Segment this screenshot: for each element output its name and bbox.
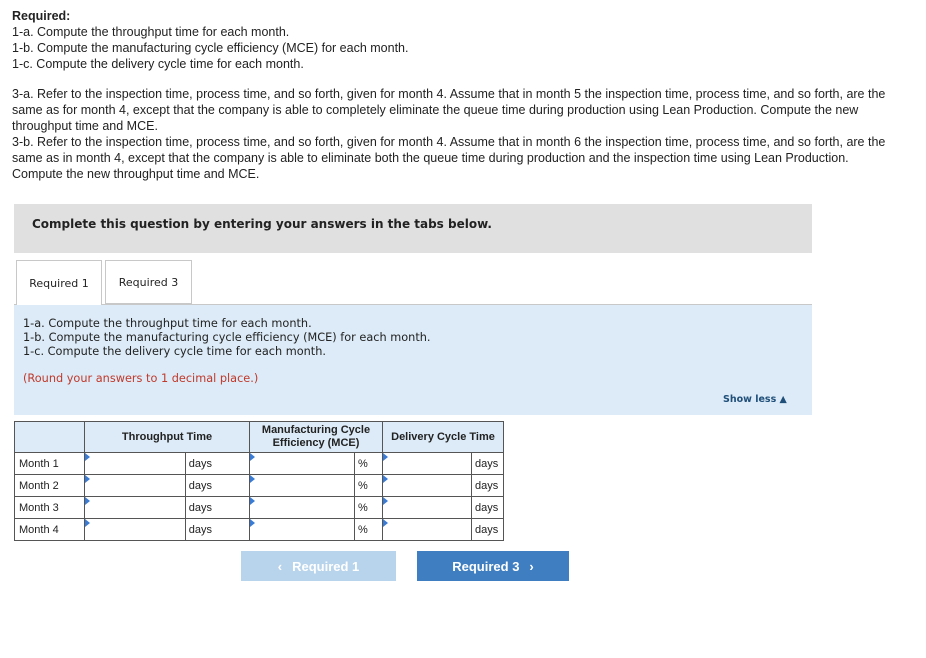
header-mce: Manufacturing Cycle Efficiency (MCE): [250, 422, 383, 453]
throughput-time-input: [85, 497, 186, 519]
next-tab-label: Required 3: [452, 558, 520, 574]
delivery-unit: days: [472, 475, 504, 497]
delivery-cycle-time-input-field[interactable]: [383, 476, 471, 495]
throughput-unit: days: [185, 497, 249, 519]
input-marker-icon: [250, 497, 255, 505]
header-delivery-cycle-time: Delivery Cycle Time: [383, 422, 504, 453]
mce-input: [250, 475, 355, 497]
tab-required-1-label: Required 1: [29, 276, 89, 290]
chevron-right-icon: ›: [529, 558, 534, 574]
show-less-link[interactable]: Show less ▲: [723, 394, 787, 405]
delivery-cycle-time-input: [383, 475, 472, 497]
input-marker-icon: [85, 519, 90, 527]
round-note: (Round your answers to 1 decimal place.): [23, 372, 259, 385]
delivery-unit: days: [472, 453, 504, 475]
panel-instructions: [23, 317, 431, 359]
input-marker-icon: [85, 497, 90, 505]
throughput-time-input-field[interactable]: [85, 454, 185, 473]
mce-input-field[interactable]: [250, 476, 354, 495]
mce-input: [250, 519, 355, 541]
mce-unit: %: [355, 497, 383, 519]
delivery-cycle-time-input-field[interactable]: [383, 520, 471, 539]
tab-required-3[interactable]: [105, 260, 192, 304]
input-marker-icon: [85, 453, 90, 461]
throughput-unit: days: [185, 453, 249, 475]
throughput-time-input: [85, 475, 186, 497]
throughput-time-input: [85, 453, 186, 475]
delivery-unit: days: [472, 519, 504, 541]
header-blank: [15, 422, 85, 453]
mce-unit: %: [355, 519, 383, 541]
required-item-1b: 1-b. Compute the manufacturing cycle efficiency (MCE) for each month.: [12, 41, 409, 55]
required-item-1a: 1-a. Compute the throughput time for each month.: [12, 25, 290, 39]
banner-text: Complete this question by entering your answers in the tabs below.: [32, 217, 492, 231]
table-header-row: [15, 422, 504, 453]
mce-input: [250, 453, 355, 475]
mce-unit: %: [355, 475, 383, 497]
month-label: Month 2: [15, 475, 85, 497]
throughput-time-input-field[interactable]: [85, 498, 185, 517]
table-row: [15, 497, 504, 519]
input-marker-icon: [383, 497, 388, 505]
panel-line-1a: 1-a. Compute the throughput time for each month.: [23, 317, 312, 330]
input-marker-icon: [383, 475, 388, 483]
tab-required-3-label: Required 3: [118, 275, 179, 289]
delivery-cycle-time-input-field[interactable]: [383, 498, 471, 517]
month-label: Month 1: [15, 453, 85, 475]
month-label: Month 4: [15, 519, 85, 541]
delivery-cycle-time-input: [383, 497, 472, 519]
next-tab-button[interactable]: [417, 551, 569, 581]
instructions-banner: [14, 204, 812, 253]
input-marker-icon: [250, 475, 255, 483]
required-item-3a: 3-a. Refer to the inspection time, process time, and so forth, given for month 4. Assume that in month 5 the inspection time, process time, and so forth, are the same as for month 4, except that the company is able to completely eliminate the queue time during production using Lean Production. Compute the new throughput time and MCE.: [12, 87, 886, 133]
mce-input-field[interactable]: [250, 520, 354, 539]
delivery-unit: days: [472, 497, 504, 519]
month-label: Month 3: [15, 497, 85, 519]
table-row: [15, 475, 504, 497]
tab-panel: [14, 305, 812, 415]
throughput-unit: days: [185, 519, 249, 541]
prev-tab-label: Required 1: [292, 558, 360, 574]
throughput-time-input-field[interactable]: [85, 520, 185, 539]
mce-unit: %: [355, 453, 383, 475]
required-title: Required:: [12, 9, 71, 23]
prev-tab-button[interactable]: [241, 551, 396, 581]
input-marker-icon: [250, 519, 255, 527]
throughput-time-input-field[interactable]: [85, 476, 185, 495]
input-marker-icon: [250, 453, 255, 461]
mce-input-field[interactable]: [250, 454, 354, 473]
panel-line-1c: 1-c. Compute the delivery cycle time for each month.: [23, 345, 326, 358]
chevron-left-icon: ‹: [277, 558, 283, 574]
delivery-cycle-time-input-field[interactable]: [383, 454, 471, 473]
input-marker-icon: [85, 475, 90, 483]
required-section: [12, 8, 902, 182]
throughput-unit: days: [185, 475, 249, 497]
input-marker-icon: [383, 453, 388, 461]
answer-table: [14, 421, 504, 541]
mce-input-field[interactable]: [250, 498, 354, 517]
panel-line-1b: 1-b. Compute the manufacturing cycle efficiency (MCE) for each month.: [23, 331, 431, 344]
mce-input: [250, 497, 355, 519]
required-item-1c: 1-c. Compute the delivery cycle time for each month.: [12, 57, 304, 71]
table-row: [15, 519, 504, 541]
required-item-3b: 3-b. Refer to the inspection time, process time, and so forth, given for month 4. Assume that in month 6 the inspection time, process time, and so forth, are the same as in month 4, except that the company is able to eliminate both the queue time during production and the inspection time using Lean Production. Compute the new throughput time and MCE.: [12, 135, 886, 181]
throughput-time-input: [85, 519, 186, 541]
table-row: [15, 453, 504, 475]
delivery-cycle-time-input: [383, 453, 472, 475]
input-marker-icon: [383, 519, 388, 527]
header-throughput-time: Throughput Time: [85, 422, 250, 453]
tab-required-1[interactable]: [16, 260, 102, 305]
delivery-cycle-time-input: [383, 519, 472, 541]
